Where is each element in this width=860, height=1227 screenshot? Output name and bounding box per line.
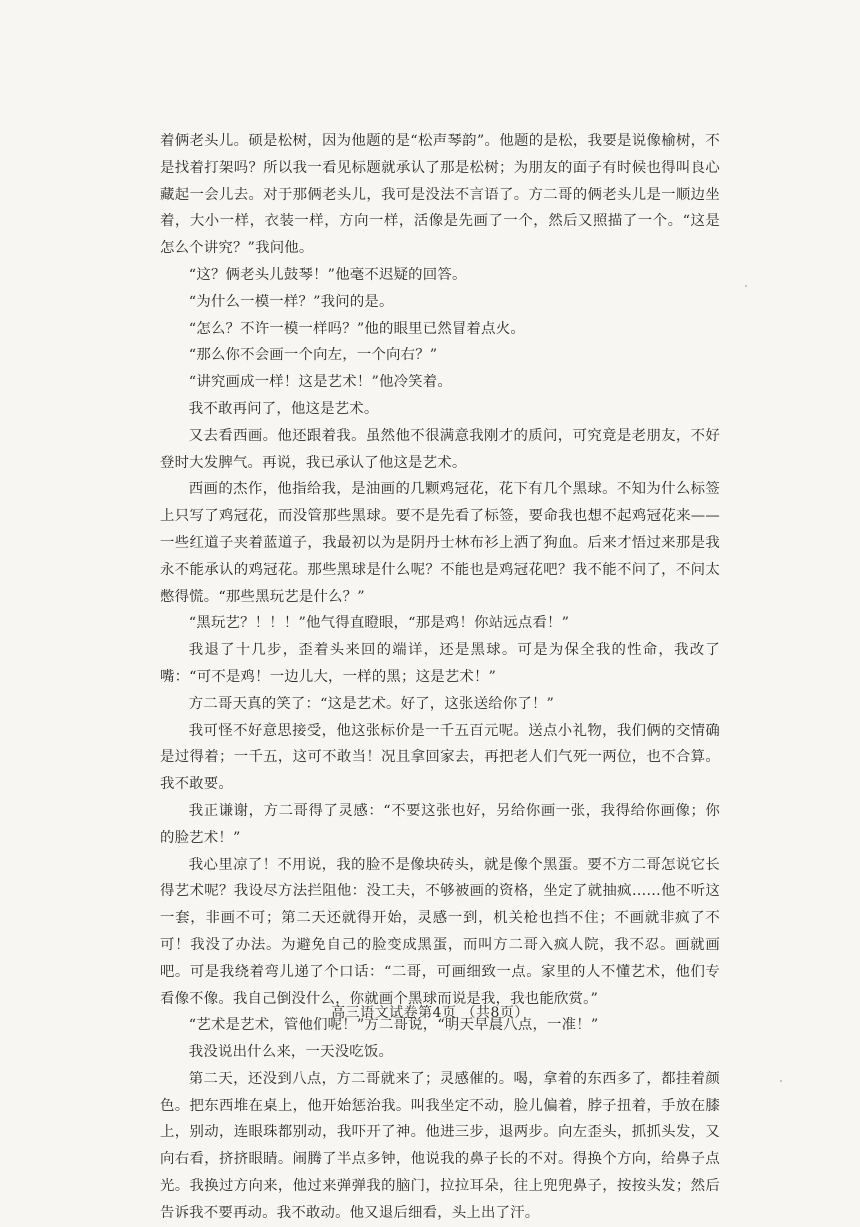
paragraph-10: “黑玩艺？！！！”他气得直瞪眼，“那是鸡！你站远点看！”: [188, 615, 570, 632]
paragraph-12: 方二哥天真的笑了：“这是艺术。好了，这张送给你了！”: [188, 695, 555, 712]
paragraph-1: 着俩老头儿。硕是松树，因为他题的是“松声琴韵”。他题的是松，我要是说像榆树，不是找着打架吗？所以我一看见标题就承认了那是松树；为朋友的面子有时候也得叫良心藏起一会儿去。对于那俩老头儿，我可是没法不言语了。方二哥的俩老头儿是一顺边坐着，大小一样，衣装一样，方向一样，活像是先画了一个，然后又照描了一个。“这是怎么个讲究？”我问他。: [160, 133, 720, 257]
paragraph-17: 我没说出什么来，一天没吃饭。: [188, 1044, 394, 1061]
paragraph-16: “艺术是艺术，管他们呢！”方二哥说，“明天早晨八点，一准！”: [188, 1017, 599, 1034]
paragraph-15: 我心里凉了！不用说，我的脸不是像块砖头，就是像个黑蛋。要不方二哥怎说它长得艺术呢？我设尽方法拦阻他：没工夫，不够被画的资格，坐定了就抽疯……他不听这一套，非画不可；第二天还就得开始，灵感一到，机关枪也挡不住；不画就非疯了不可！我没了办法。为避免自己的脸变成黑蛋，而叫方二哥入疯人院，我不忍。画就画吧。可是我绕着弯儿递了个口话：“二哥，可画细致一点。家里的人不懂艺术，他们专看像不像。我自己倒没什么，你就画个黑球而说是我，我也能欣赏。”: [160, 856, 720, 1007]
paragraph-3: “为什么一模一样？”我问的是。: [188, 293, 394, 310]
paragraph-14: 我正谦谢，方二哥得了灵感：“不要这张也好，另给你画一张，我得给你画像；你的脸艺术！”: [160, 802, 720, 846]
paragraph-7: 我不敢再问了，他这是艺术。: [188, 400, 379, 417]
paragraph-9: 西画的杰作，他指给我，是油画的几颗鸡冠花，花下有几个黑球。不知为什么标签上只写了鸡冠花，而没管那些黑球。要不是先看了标签，要命我也想不起鸡冠花来——一些红道子夹着蓝道子，我最初以为是阴丹士林布衫上洒了狗血。后来才悟过来那是我永不能承认的鸡冠花。那些黑球是什么呢？不能也是鸡冠花吧？我不能不问了，不问太憋得慌。“那些黑玩艺是什么？”: [160, 481, 720, 605]
scan-speck: [780, 1080, 782, 1082]
paragraph-4: “怎么？不许一模一样吗？”他的眼里已然冒着点火。: [188, 320, 525, 337]
paragraph-11: 我退了十几步，歪着头来回的端详，还是黑球。可是为保全我的性命，我改了嘴：“可不是鸡！一边儿大，一样的黑；这是艺术！”: [160, 642, 720, 685]
paragraph-13: 我可怪不好意思接受，他这张标价是一千五百元呢。送点小礼物，我们俩的交情确是过得着；一千五，这可不敢当！况且拿回家去，再把老人们气死一两位，也不合算。我不敢要。: [160, 722, 720, 793]
paragraph-2: “这？俩老头儿鼓琴！”他毫不迟疑的回答。: [188, 266, 467, 283]
paragraph-5: “那么你不会画一个向左，一个向右？”: [188, 347, 438, 364]
article-body: [160, 128, 720, 1227]
paragraph-8: 又去看西画。他还跟着我。虽然他不很满意我刚才的质问，可究竟是老朋友，不好登时大发脾气。再说，我已承认了他这是艺术。: [160, 427, 720, 471]
scan-speck: [745, 285, 747, 287]
paragraph-6: “讲究画成一样！这是艺术！”他冷笑着。: [188, 374, 452, 391]
paragraph-18: 第二天，还没到八点，方二哥就来了；灵感催的。喝，拿着的东西多了，都挂着颜色。把东西堆在桌上，他开始惩治我。叫我坐定不动，脸儿偏着，脖子扭着，手放在膝上，别动，连眼珠都别动，我吓开了神。他进三步，退两步。向左歪头，抓抓头发，又向右看，挤挤眼睛。闹腾了半点多钟，他说我的鼻子长的不对。得换个方向，给鼻子点光。我换过方向来，他过来弹弹我的脑门，拉拉耳朵，往上兜兜鼻子，按按头发；然后告诉我不要再动。我不敢动。他又退后细看，头上出了汗。: [160, 1070, 720, 1221]
page-footer: 高三语文试卷第4页 （共8页）: [331, 1005, 529, 1021]
